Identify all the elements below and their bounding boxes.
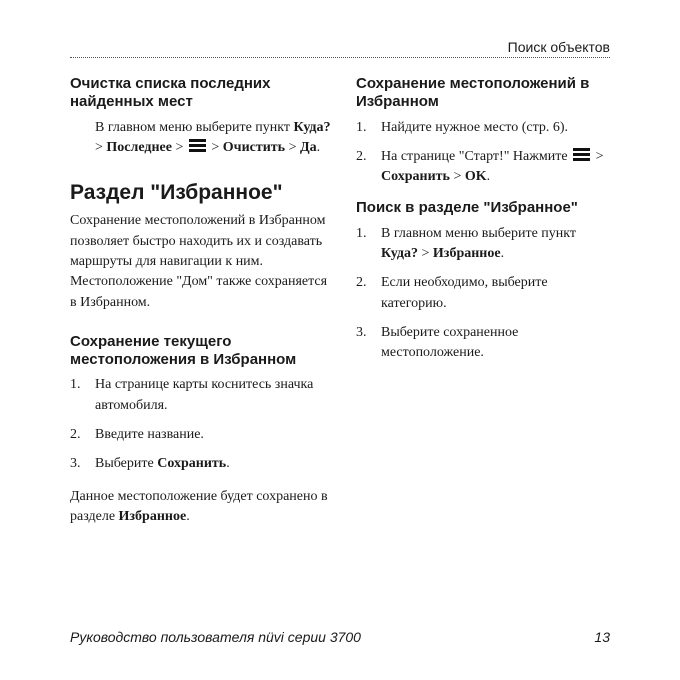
step-text: На странице "Старт!" Нажмите bbox=[381, 148, 568, 164]
list-item bbox=[356, 323, 612, 364]
menu-icon bbox=[189, 139, 206, 152]
step-number: 1. bbox=[70, 377, 81, 393]
clear-recent-heading: Очистка списка последних найденных мест bbox=[70, 75, 271, 111]
footer-manual-title: Руководство пользователя nüvi серии 3700 bbox=[70, 629, 361, 645]
step-text: Найдите нужное место (стр. 6). bbox=[381, 119, 569, 135]
favorites-section-heading: Раздел "Избранное" bbox=[70, 181, 283, 205]
search-favorites-heading: Поиск в разделе "Избранное" bbox=[356, 199, 578, 217]
header-rule bbox=[70, 57, 610, 58]
list-item bbox=[356, 273, 612, 314]
clear-recent-text: В главном меню выберите пункт bbox=[95, 119, 291, 135]
path-recent: Последнее bbox=[106, 139, 172, 155]
step-text: В главном меню выберите пункт bbox=[381, 225, 577, 241]
note-text: Данное местоположение будет сохранено в разделе bbox=[70, 488, 328, 524]
path-separator: > bbox=[175, 139, 184, 155]
sentence-end: . bbox=[500, 246, 505, 262]
favorites-label: Избранное bbox=[118, 508, 187, 524]
step-number: 3. bbox=[356, 324, 367, 340]
search-favorites-steps bbox=[356, 224, 612, 364]
save-current-heading: Сохранение текущего местоположения в Избранном bbox=[70, 332, 297, 369]
save-command: Сохранить bbox=[157, 456, 227, 472]
path-separator: > bbox=[288, 139, 297, 155]
page-number: 13 bbox=[594, 629, 610, 645]
running-head: Поиск объектов bbox=[507, 39, 610, 55]
step-number: 2. bbox=[356, 148, 367, 164]
path-yes: Да bbox=[300, 139, 317, 155]
sentence-end: . bbox=[226, 456, 230, 472]
save-locations-heading: Сохранение местоположений в Избранном bbox=[356, 75, 590, 111]
step-text: Введите название. bbox=[95, 427, 204, 443]
list-item bbox=[356, 147, 612, 188]
list-item bbox=[356, 224, 612, 265]
list-item bbox=[70, 425, 332, 445]
path-separator: > bbox=[453, 169, 462, 185]
step-number: 2. bbox=[356, 275, 367, 291]
list-item bbox=[356, 118, 612, 138]
path-clear: Очистить bbox=[222, 139, 286, 155]
path-where: Куда? bbox=[381, 246, 419, 262]
step-text: Если необходимо, выберите категорию. bbox=[381, 275, 548, 311]
ok-command: OK bbox=[464, 169, 487, 185]
path-favorites: Избранное bbox=[432, 246, 501, 262]
path-where: Куда? bbox=[293, 119, 331, 135]
step-text: Выберите bbox=[95, 456, 154, 472]
sentence-end: . bbox=[486, 169, 491, 185]
clear-recent-instruction bbox=[70, 118, 332, 159]
sentence-end: . bbox=[316, 139, 321, 155]
path-separator: > bbox=[595, 148, 604, 164]
path-separator: > bbox=[421, 246, 430, 262]
step-text: Выберите сохраненное местоположение. bbox=[381, 324, 519, 361]
path-separator: > bbox=[95, 139, 103, 155]
favorites-description: Сохранение местоположений в Избранном позволяет быстро находить их и создавать маршруты для навигации к ним. Местоположение "Дом" также сохраняется в Избранном. bbox=[70, 213, 328, 310]
save-locations-steps bbox=[356, 118, 612, 188]
list-item bbox=[70, 454, 332, 474]
save-command: Сохранить bbox=[381, 169, 450, 185]
menu-icon bbox=[573, 148, 590, 161]
save-current-steps bbox=[70, 375, 332, 474]
left-column bbox=[70, 75, 332, 527]
right-column bbox=[356, 75, 612, 376]
sentence-end: . bbox=[186, 508, 190, 524]
path-separator: > bbox=[211, 139, 220, 155]
step-number: 1. bbox=[356, 119, 367, 135]
step-number: 3. bbox=[70, 456, 81, 472]
step-number: 2. bbox=[70, 427, 81, 443]
list-item bbox=[70, 375, 332, 416]
save-current-note bbox=[70, 487, 332, 528]
step-text: На странице карты коснитесь значка автомобиля. bbox=[95, 377, 314, 413]
step-number: 1. bbox=[356, 225, 367, 241]
